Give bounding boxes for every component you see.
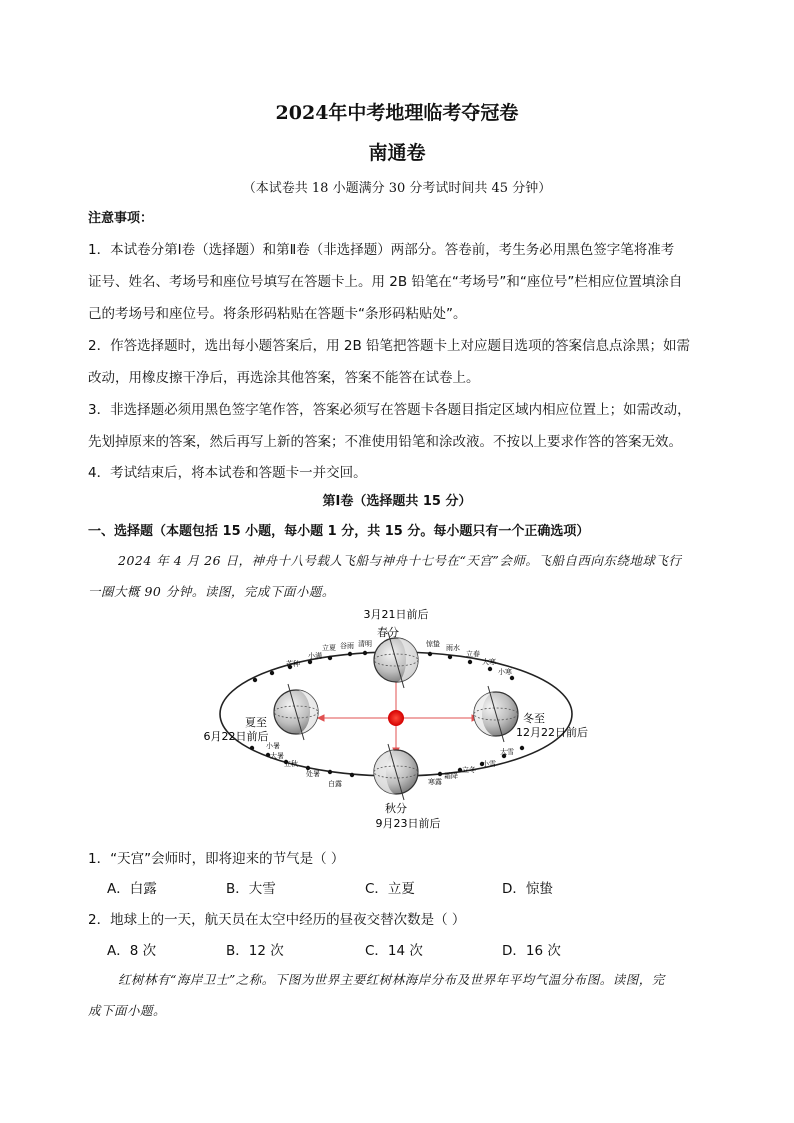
page-subtitle: 南通卷 xyxy=(368,142,426,164)
q2-option-d[interactable]: D．16 次 xyxy=(502,943,561,959)
q1-option-b[interactable]: B．大雪 xyxy=(226,881,276,897)
summer-label: 夏至 xyxy=(245,716,267,729)
globe-spring-icon xyxy=(374,632,418,688)
autumn-label: 秋分 xyxy=(385,802,407,815)
notes-line: 证号、姓名、考场号和座位号填写在答题卡上。用 2B 铅笔在“考场号”和“座位号”栏相应位置填涂自 xyxy=(88,274,683,290)
term-label: 立冬 xyxy=(462,766,476,774)
notes-line: 3．非选择题必须用黑色签字笔作答，答案必须写在答题卡各题目指定区域内相应位置上；如需改动， xyxy=(88,402,691,418)
globe-autumn-icon xyxy=(374,744,418,800)
q1-option-a[interactable]: A．白露 xyxy=(107,881,157,897)
winter-label: 冬至 xyxy=(523,712,545,725)
part-title: 第Ⅰ卷（选择题共 15 分） xyxy=(322,494,472,509)
section-heading: 一、选择题（本题包括 15 小题，每小题 1 分，共 15 分。每小题只有一个正确选项） xyxy=(88,524,590,539)
notes-line: 2．作答选择题时，选出每小题答案后，用 2B 铅笔把答题卡上对应题目选项的答案信息点涂黑；如需 xyxy=(88,338,691,354)
summer-date-label: 6月22日前后 xyxy=(203,730,269,743)
notes-line: 4．考试结束后，将本试卷和答题卡一并交回。 xyxy=(88,465,367,481)
solar-terms-diagram xyxy=(200,602,600,834)
notes-heading: 注意事项： xyxy=(88,211,154,226)
q1-option-d[interactable]: D．惊蛰 xyxy=(502,881,553,897)
term-label: 惊蛰 xyxy=(426,640,440,648)
term-label: 立夏 xyxy=(322,644,336,652)
term-label: 寒露 xyxy=(428,778,442,786)
term-label: 小寒 xyxy=(498,668,512,676)
term-label: 芒种 xyxy=(286,660,300,668)
spring-date-label: 3月21日前后 xyxy=(363,608,429,621)
term-label: 小雪 xyxy=(482,760,496,768)
page-title: 2024年中考地理临考夺冠卷 xyxy=(275,102,519,124)
passage-line: 红树林有“海岸卫士”之称。下图为世界主要红树林海岸分布及世界年平均气温分布图。读图，完 xyxy=(118,972,665,987)
term-label: 大寒 xyxy=(482,658,496,666)
question-1-stem: 1．“天宫”会师时，即将迎来的节气是（ ） xyxy=(88,851,345,867)
term-label: 立春 xyxy=(466,650,480,658)
term-label: 霜降 xyxy=(444,772,458,780)
term-label: 雨水 xyxy=(446,644,460,652)
autumn-date-label: 9月23日前后 xyxy=(375,817,441,830)
globe-winter-icon xyxy=(474,686,518,742)
winter-date-label: 12月22日前后 xyxy=(516,726,588,739)
passage-line: 一圈大概 90 分钟。读图，完成下面小题。 xyxy=(88,584,335,599)
sun-icon xyxy=(388,710,404,726)
term-label: 白露 xyxy=(328,780,342,788)
term-label: 谷雨 xyxy=(340,642,354,650)
passage-line: 2024 年 4 月 26 日，神舟十八号载人飞船与神舟十七号在“天宫”会师。飞船自西向东绕地球飞行 xyxy=(118,553,682,568)
q2-option-c[interactable]: C．14 次 xyxy=(365,943,423,959)
passage-line: 成下面小题。 xyxy=(88,1003,167,1018)
term-label: 清明 xyxy=(358,640,372,648)
term-label: 大暑 xyxy=(270,752,284,760)
globe-summer-icon xyxy=(274,684,318,740)
q1-option-c[interactable]: C．立夏 xyxy=(365,881,415,897)
notes-line: 己的考场号和座位号。将条形码粘贴在答题卡“条形码粘贴处”。 xyxy=(88,306,467,322)
notes-line: 先划掉原来的答案，然后再写上新的答案；不准使用铅笔和涂改液。不按以上要求作答的答案无效。 xyxy=(88,434,682,450)
spring-label: 春分 xyxy=(377,626,399,639)
q2-option-a[interactable]: A．8 次 xyxy=(107,943,157,959)
term-label: 大雪 xyxy=(500,748,514,756)
term-label: 小满 xyxy=(308,652,322,660)
term-label: 立秋 xyxy=(284,760,298,768)
question-2-stem: 2．地球上的一天，航天员在太空中经历的昼夜交替次数是（ ） xyxy=(88,912,466,928)
term-label: 处暑 xyxy=(306,770,320,778)
notes-line: 改动，用橡皮擦干净后，再选涂其他答案，答案不能答在试卷上。 xyxy=(88,370,480,386)
notes-line: 1．本试卷分第Ⅰ卷（选择题）和第Ⅱ卷（非选择题）两部分。答卷前，考生务必用黑色签字笔将准考 xyxy=(88,242,675,258)
term-label: 小暑 xyxy=(266,742,280,750)
exam-info: （本试卷共 18 小题满分 30 分考试时间共 45 分钟） xyxy=(242,181,552,196)
q2-option-b[interactable]: B．12 次 xyxy=(226,943,284,959)
